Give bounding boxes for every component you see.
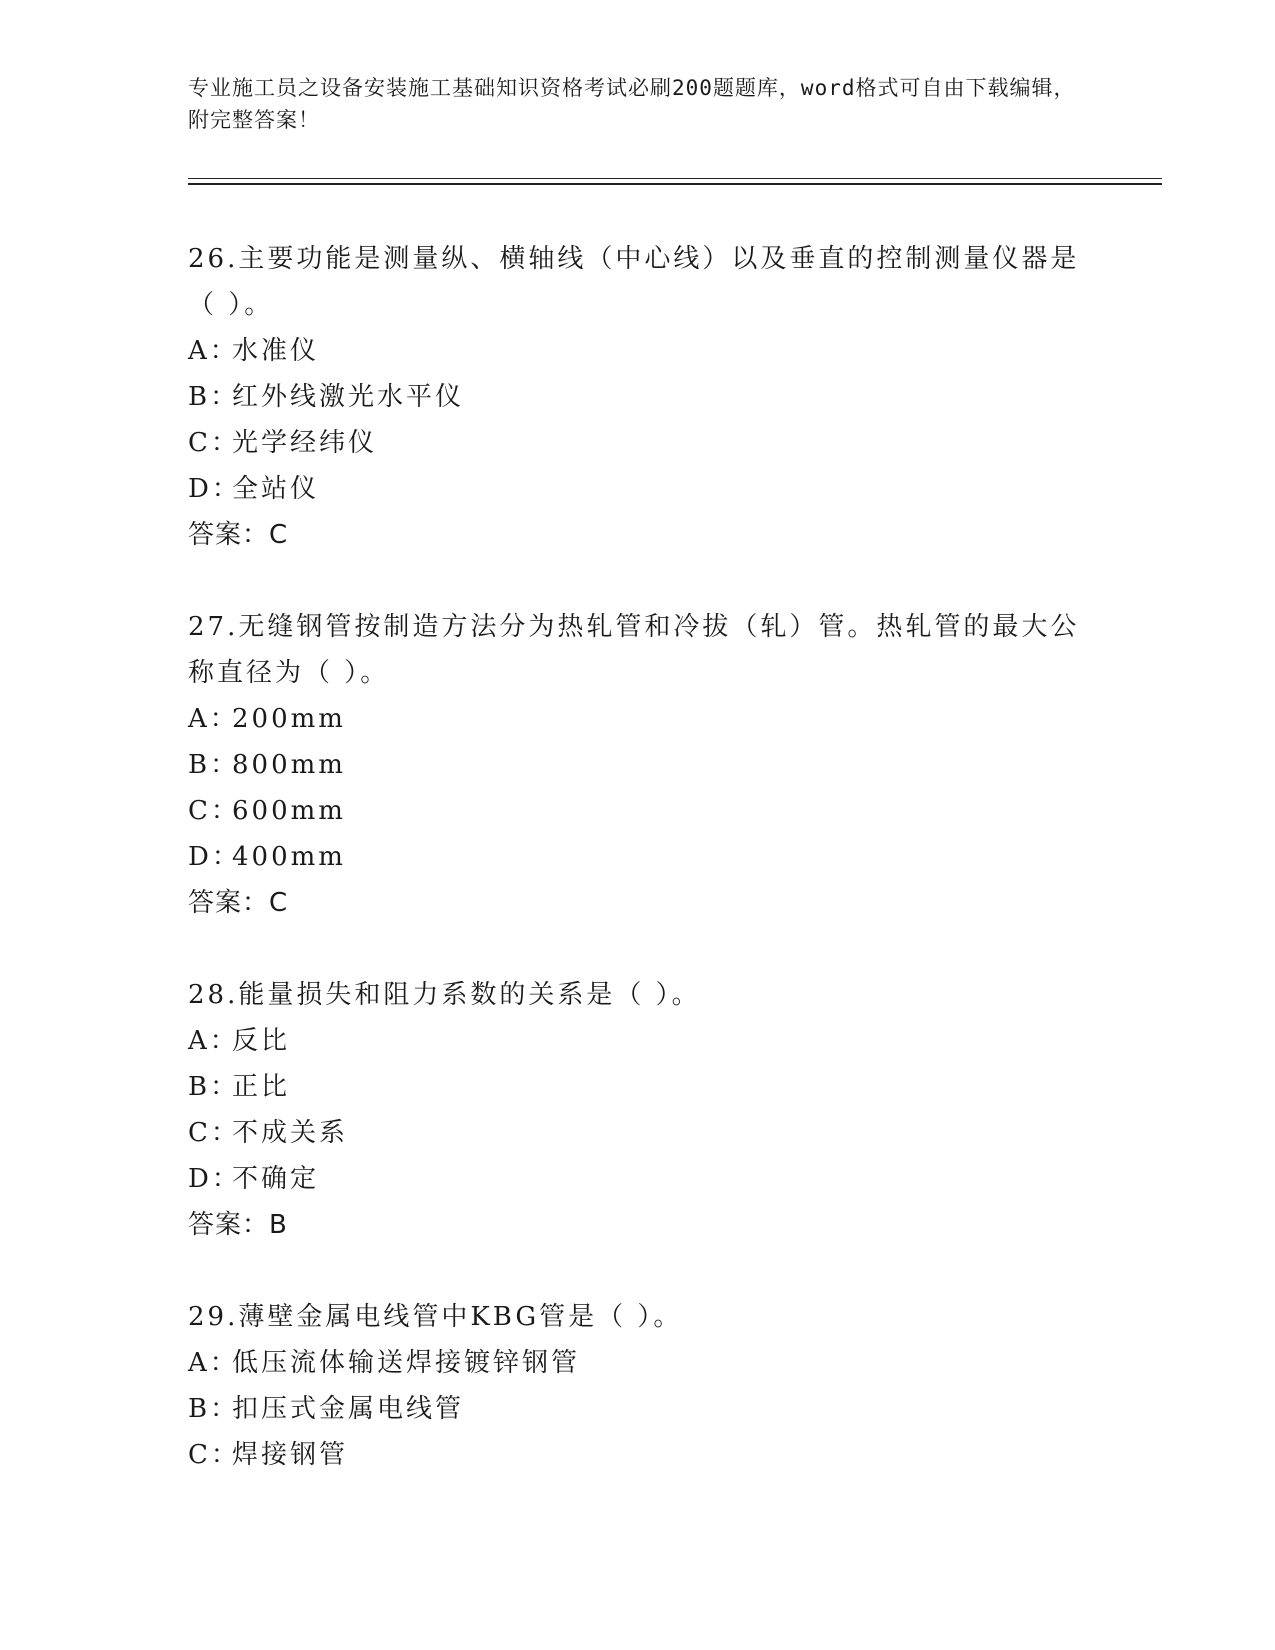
- option-letter: C：: [188, 1118, 240, 1148]
- option-text: 反比: [232, 1026, 291, 1056]
- option-c: [188, 1432, 1088, 1478]
- document-header-title: 专业施工员之设备安装施工基础知识资格考试必刷200题题库，word格式可自由下载编辑，附完整答案！: [188, 76, 1076, 132]
- option-letter: B：: [188, 1394, 240, 1424]
- option-c: [188, 1110, 1088, 1156]
- option-letter: B：: [188, 1072, 240, 1102]
- option-a: [188, 1018, 1088, 1064]
- option-letter: A：: [188, 336, 239, 366]
- option-d: [188, 466, 1088, 512]
- option-letter: A：: [188, 704, 239, 734]
- question-text: 27.无缝钢管按制造方法分为热轧管和冷拔（轧）管。热轧管的最大公称直径为（ ）。: [188, 612, 1080, 688]
- option-text: 不成关系: [232, 1118, 349, 1148]
- header-divider-bottom: [188, 183, 1162, 185]
- option-text: 低压流体输送焊接镀锌钢管: [232, 1348, 581, 1378]
- answer-label: 答案：C: [188, 888, 289, 918]
- question-text: 26.主要功能是测量纵、横轴线（中心线）以及垂直的控制测量仪器是（ ）。: [188, 244, 1080, 320]
- option-text: 600mm: [232, 796, 346, 826]
- option-letter: C：: [188, 1440, 240, 1470]
- answer-label: 答案：B: [188, 1210, 288, 1240]
- question-list: [188, 236, 1088, 1524]
- option-text: 焊接钢管: [232, 1440, 349, 1470]
- option-letter: A：: [188, 1026, 239, 1056]
- option-a: [188, 696, 1088, 742]
- option-text: 正比: [232, 1072, 291, 1102]
- option-letter: C：: [188, 796, 240, 826]
- option-text: 红外线激光水平仪: [232, 382, 465, 412]
- option-letter: C：: [188, 428, 240, 458]
- option-text: 不确定: [232, 1164, 320, 1194]
- option-text: 800mm: [232, 750, 346, 780]
- question-29: [188, 1294, 1088, 1478]
- option-b: [188, 1064, 1088, 1110]
- option-a: [188, 328, 1088, 374]
- option-letter: D：: [188, 474, 241, 504]
- answer-label: 答案：C: [188, 520, 289, 550]
- option-c: [188, 420, 1088, 466]
- question-26: [188, 236, 1088, 558]
- question-28: [188, 972, 1088, 1248]
- option-text: 水准仪: [232, 336, 320, 366]
- option-text: 200mm: [232, 704, 346, 734]
- option-letter: D：: [188, 842, 241, 872]
- option-text: 光学经纬仪: [232, 428, 378, 458]
- option-b: [188, 1386, 1088, 1432]
- option-a: [188, 1340, 1088, 1386]
- option-letter: B：: [188, 750, 240, 780]
- option-text: 400mm: [232, 842, 346, 872]
- question-27: [188, 604, 1088, 926]
- option-text: 全站仪: [232, 474, 320, 504]
- header-divider-top: [188, 178, 1162, 179]
- option-b: [188, 374, 1088, 420]
- option-b: [188, 742, 1088, 788]
- option-letter: A：: [188, 1348, 239, 1378]
- option-letter: B：: [188, 382, 240, 412]
- option-letter: D：: [188, 1164, 241, 1194]
- question-text: 28.能量损失和阻力系数的关系是（ ）。: [188, 980, 701, 1010]
- option-d: [188, 834, 1088, 880]
- option-text: 扣压式金属电线管: [232, 1394, 465, 1424]
- option-c: [188, 788, 1088, 834]
- option-d: [188, 1156, 1088, 1202]
- question-text: 29.薄壁金属电线管中KBG管是（ ）。: [188, 1302, 683, 1332]
